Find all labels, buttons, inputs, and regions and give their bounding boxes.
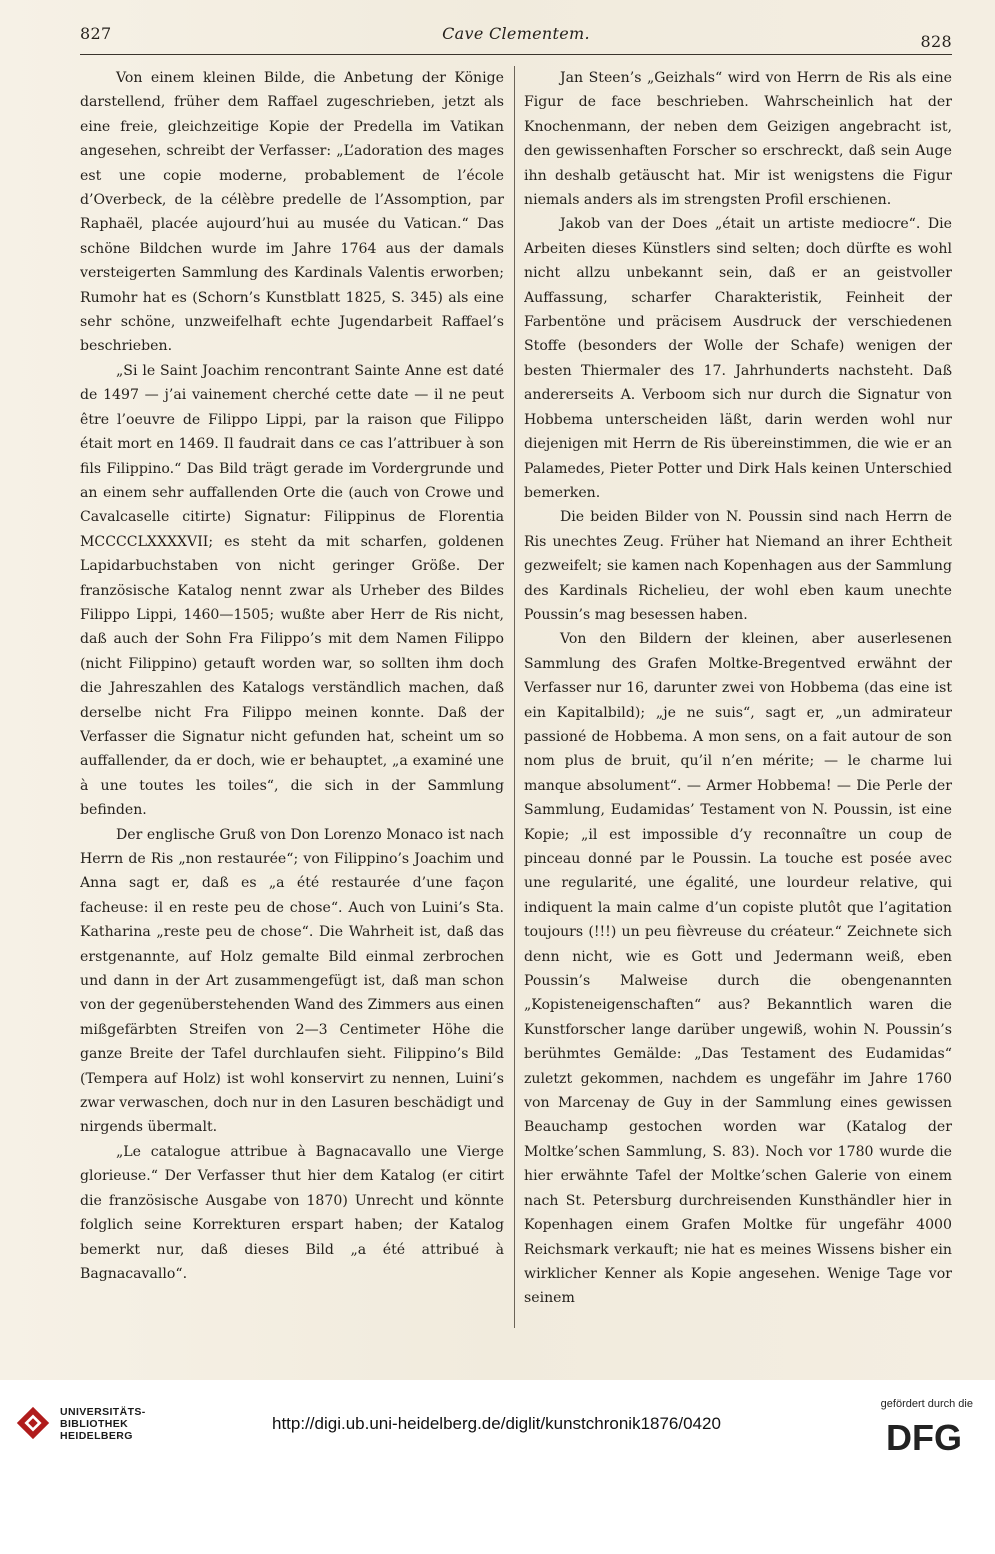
column-divider [514,66,515,1328]
paragraph: Jan Steen’s „Geizhals“ wird von Herrn de Ris als eine Figur de face beschrieben. Wahrscheinlich hat der Knochenmann, der neben dem Geizigen angebracht ist, den gewissenhaften Forscher so erschreckt, daß sein Auge ihn deshalb getäuscht hat. Mir ist wenigstens die Figur niemals anders als im strengsten Profil erschienen. [524,70,952,209]
page-number-left: 827 [80,24,112,43]
library-name: UNIVERSITÄTS- BIBLIOTHEK HEIDELBERG [60,1406,146,1442]
text-column-right [524,66,952,1346]
paragraph: Die beiden Bilder von N. Poussin sind nach Herrn de Ris unechtes Zeug. Früher hat Niemand an ihrer Echtheit gezweifelt; sie kamen nach Kopenhagen aus der Sammlung des Kardinals Richelieu, der wohl eben kaum unechte Poussin’s mag besessen haben. [524,509,952,623]
text-column-left [80,66,504,1346]
paragraph: Von einem kleinen Bilde, die Anbetung der Könige darstellend, früher dem Raffael zugeschrieben, jetzt als eine freie, gleichzeitige Kopie der Predella im Vatikan angesehen, schreibt der Verfasser: „L’adoration des mages est une copie moderne, probablement de l’école d’Overbeck, de la célèbre predelle de l’Assomption, par Raphaël, placée aujourd’hui au musée du Vatican.“ Das schöne Bildchen wurde im Jahre 1764 aus der damals versteigerten Sammlung des Kardinals Valentis erworben; Rumohr hat es (Schorn’s Kunstblatt 1825, S. 345) als eine sehr schöne, unzweifelhaft echte Jugendarbeit Raffael’s beschrieben. [80,70,504,355]
paragraph: „Le catalogue attribue à Bagnacavallo une Vierge glorieuse.“ Der Verfasser thut hier dem Katalog (er citirt die französische Ausgabe von 1870) Unrecht und könnte folglich seine Korrekturen erspart haben; der Katalog bemerkt nur, daß dieses Bild „a été attribué à Bagnacavallo“. [80,1143,504,1282]
page-number-right: 828 [920,32,952,51]
paragraph: „Si le Saint Joachim rencontrant Sainte Anne est daté de 1497 — j’ai vainement cherché cette date — il ne peut être l’oeuvre de Filippo Lippi, par la raison que Filippo était mort en 1469. Il faudrait dans ce cas l’attribuer à son fils Filippino.“ Das Bild trägt gerade im Vordergrunde und an einem sehr auffallenden Orte die (auch von Crowe und Cavalcaselle citirte) Signatur: Filippinus de Florentia MCCCCLXXXXVII; es steht da mit scharfen, goldenen Lapidarbuchstaben von nicht geringer Größe. Der französische Katalog nennt zwar als Urheber des Bildes Filippo Lippi, 1460—1505; wußte aber Herr de Ris nicht, daß auch der Sohn Fra Filippo’s mit dem Namen Filippo (nicht Filippino) getauft worden war, so sollten ihm doch die Jahreszahlen des Katalogs verständlich machen, daß derselbe nicht Fra Filippo meinen konnte. Daß der Verfasser die Signatur nicht gefunden hat, scheint um so auffallender, da er doch, wie er behauptet, „a examiné une à une toutes les toiles“, die sich in der Sammlung befinden. [80,362,504,819]
header-rule [80,54,952,55]
source-url-link[interactable]: http://digi.ub.uni-heidelberg.de/diglit/kunstchronik1876/0420 [272,1414,721,1433]
running-title: Cave Clementem. [442,24,590,43]
svg-text:DFG: DFG [886,1420,962,1454]
paragraph: Jakob van der Does „était un artiste mediocre“. Die Arbeiten dieses Künstlers sind selten; doch dürfte es wohl nicht allzu unbekannt sein, daß er an geistvoller Auffassung, scharfer Charakteristik, Feinheit der Farbentöne und präcisem Ausdruck der verschiedenen Stoffe (besonders der Wolle der Schafe) wenigen der besten Thiermaler des 17. Jahrhunderts nachsteht. Daß andererseits A. Verboom sich nur durch die Signatur von Hobbema unterscheiden läßt, darin werden wohl nur diejenigen mit Herrn de Ris übereinstimmen, die wie er an Palamedes, Pieter Potter und Dirk Hals keinen Unterschied bemerken. [524,216,952,501]
dfg-logo-icon [871,1420,977,1454]
funded-by-label: gefördert durch die [880,1398,973,1410]
page-header [80,22,952,51]
digitization-footer [0,1380,995,1554]
university-library-logo-icon [14,1404,52,1442]
paragraph: Von den Bildern der kleinen, aber auserlesenen Sammlung des Grafen Moltke-Bregentved erwähnt der Verfasser nur 16, darunter zwei von Hobbema (das eine ist ein Kapitalbild); „je ne suis“, sagt er, „un admirateur passioné de Hobbema. A mon sens, on a fait autour de son nom plus de bruit, qu’il n’en mérite; — le charme lui manque absolument“. — Armer Hobbema! — Die Perle der Sammlung, Eudamidas’ Testament von N. Poussin, ist eine Kopie; „il est impossible d’y reconnaître un coup de pinceau donné par le Poussin. La touche est posée avec une regularité, une égalité, une lourdeur relative, qui indiquent la main calme d’un copiste plutôt que l’agitation toujours (!!!) un peu fièvreuse du créateur.“ Zeichnete sich denn nicht, wie es Gott und Jedermann weiß, eben Poussin’s Malweise durch die obengenannten „Kopisteneigenschaften“ aus? Bekanntlich waren die Kunstforscher lange darüber ungewiß, wohin N. Poussin’s berühmtes Gemälde: „Das Testament des Eudamidas“ zuletzt gekommen, nachdem es ungefähr im Jahre 1760 von Marcenay de Guy in der Sammlung eines gewissen Beauchamp gestochen worden war (Katalog der Moltke’schen Sammlung, S. 83). Noch vor 1780 wurde die hier erwähnte Tafel der Moltke’schen Galerie von einem nach St. Petersburg durchreisenden Kunsthändler hier in Kopenhagen einem Grafen Moltke für ungefähr 4000 Reichsmark verkauft; nie hat es meines Wissens bisher ein wirklicher Kenner als Kopie angesehen. Wenige Tage vor seinem [524,631,952,1307]
paragraph: Der englische Gruß von Don Lorenzo Monaco ist nach Herrn de Ris „non restaurée“; von Filippino’s Joachim und Anna sagt er, daß es „a été restaurée d’une façon facheuse: il en reste peu de chose“. Auch von Luini’s Sta. Katharina „reste peu de chose“. Die Wahrheit ist, daß das erstgenannte, auf Holz gemalte Bild einmal zerbrochen und dann in der Art zusammengefügt ist, daß man schon von der gegenüberstehenden Wand des Zimmers aus einen mißgefärbten Streifen von 2—3 Centimeter Höhe die ganze Breite der Tafel durchlaufen sieht. Filippino’s Bild (Tempera auf Holz) ist wohl konservirt zu nennen, Luini’s zwar verwaschen, doch nur in den Lasuren beschädigt und nirgends übermalt. [80,826,504,1136]
